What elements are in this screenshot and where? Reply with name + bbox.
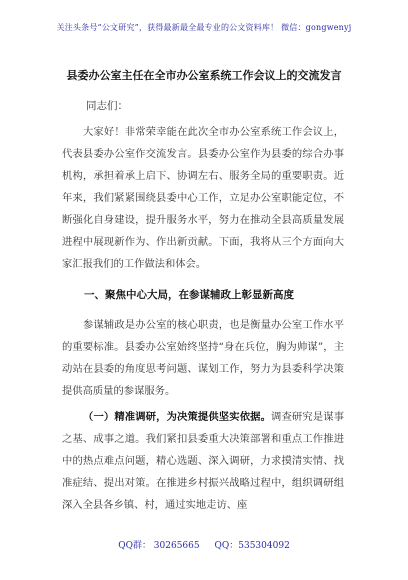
section-heading-1: 一、聚焦中心大局，在参谋辅政上彰显新高度 — [84, 289, 294, 301]
subsection-body: 调查研究是谋事之基、成事之道。我们紧扣县委重大决策部署和重点工作推进中的热点难点问题，精心选题、深入调研，力求摸清实情、找准症结、提出对策。在推进乡村振兴战略过程中，组织调研组深入全县各乡镇、村，通过实地走访、座 — [62, 411, 345, 511]
footer-qq: QQ：535304092 — [214, 541, 290, 551]
paragraph-section-1: 参谋辅政是办公室的核心职责，也是衡量办公室工作水平的重要标准。县委办公室始终坚持“身在兵位，胸为帅谋”，主动站在县委的角度思考问题、谋划工作，努力为县委科学决策提供高质量的参谋服务。 — [62, 319, 344, 397]
subsection-lead: （一）精准调研，为决策提供坚实依据。 — [83, 411, 272, 423]
footer-contact — [0, 538, 408, 551]
paragraph-intro: 大家好！非常荣幸能在此次全市办公室系统工作会议上，代表县委办公室作交流发言。县委办公室作为县委的综合办事机构，承担着承上启下、协调左右、服务全局的重要职责。近年来，我们紧紧围绕县委中心工作，立足办公室职能定位，不断强化自身建设，提升服务水平，努力在推动全县高质量发展进程中展现新作为、作出新贡献。下面，我将从三个方面向大家汇报我们的工作做法和体会。 — [62, 126, 344, 270]
document-title: 县委办公室主任在全市办公室系统工作会议上的交流发言 — [66, 69, 342, 82]
header-banner: 关注头条号“公文研究”，获得最新最全最专业的公文资料库！ 微信：gongwenyj — [56, 23, 352, 32]
footer-qq-group: QQ群： 30265665 — [118, 541, 200, 551]
greeting: 同志们： — [86, 100, 128, 112]
paragraph-subsection-1 — [62, 406, 344, 516]
